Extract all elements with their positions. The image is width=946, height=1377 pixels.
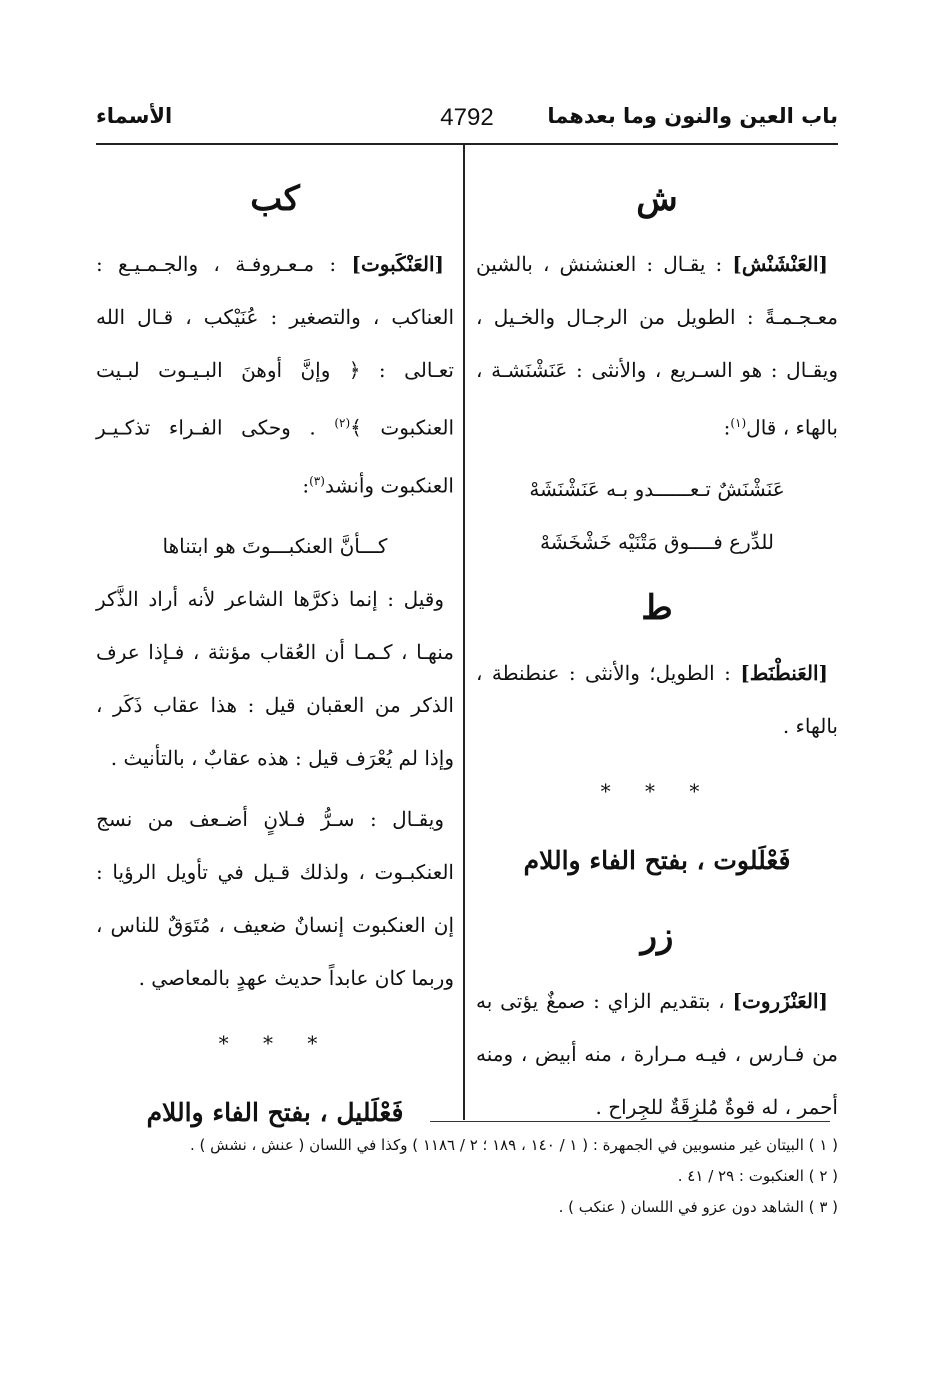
definition: : الطويل؛ والأنثى : عنطنطة ، بالهاء .: [476, 660, 838, 738]
root-heading-kb: كب: [250, 179, 300, 219]
paragraph-dhikr: وقيل : إنما ذكرَّها الشاعر لأنه أراد الذَّكر منهـا ، كـمـا أن العُقاب مؤنثة ، فـإذا عرف الذكر من العقبان قيل : هذا عقاب ذَكَر ، وإذا لم يُعْرَف قيل : هذه عقابٌ ، بالتأنيث .: [96, 587, 454, 771]
chapter-title: باب العين والنون وما بعدهما: [547, 104, 838, 128]
footnotes: [78, 1130, 838, 1223]
column-divider: [463, 145, 465, 1120]
entry-anzarut: [476, 975, 838, 1134]
paragraph-nasj: ويقـال : سـرُّ فـلانٍ أضـعف من نسج العنكبـوت ، ولذلك قـيل في تأويل الرؤيا : إن العنكبوت إنسانٌ ضعيف ، مُتَوَقٌ للناس ، وربما كان عابداً حديث عهدٍ بالمعاصي .: [96, 807, 454, 991]
lemma: [العَنطْنَط]: [740, 660, 829, 685]
definition: : مـعـروفـة ، والجـمـيـع : العناكب ، والتصغير : عُنَيْكب ، قـال الله تعـالى : ﴿ وإنَّ أوهنَ البـيـوت لبـيت العنكبوت ﴾: [96, 252, 455, 440]
header-rule: [96, 143, 838, 145]
verse-line-2: للدِّرع فــــوق مَتْنَيْه خَشْخَشَهْ: [540, 529, 774, 554]
entry-anshanash: [476, 238, 838, 455]
pattern-heading-faalil: فَعْلَليل ، بفتح الفاء واللام: [146, 1098, 404, 1128]
right-column: [476, 160, 838, 1142]
root-heading-t: ط: [641, 587, 673, 628]
footnote-ref: (٣): [309, 473, 325, 488]
footnote-ref: (١): [730, 416, 747, 430]
footnote-rule: [430, 1121, 830, 1122]
footnote-1: ( ١ ) البيتان غير منسوبين في الجمهرة : ( ١ / ١٤٠ ، ١٨٩ ؛ ٢ / ١١٨٦ ) وكذا في اللسان ( عنش ، نشش ) .: [189, 1136, 838, 1154]
lemma: [العَنْزَروت]: [732, 988, 828, 1013]
punctuation: :: [302, 473, 310, 498]
definition-continued: . وحكى الفـراء تذكـيـر العنكبوت وأنشد: [96, 415, 454, 498]
definition: ، بتقديم الزاي : صمغٌ يؤتى به من فـارس ، فيـه مـرارة ، منه أبيض ، ومنه أحمر ، له قوةٌ مُلزِقَةٌ للجِراح .: [476, 988, 838, 1119]
footnote-ref: (٢): [334, 416, 351, 430]
lemma: [العَنْكَبوت]: [351, 252, 444, 276]
verse-line: كـــأنَّ العنكبـــوتَ هو ابتناها: [162, 534, 388, 559]
left-column: [96, 160, 454, 1153]
lemma: [العَنْشَنْش]: [732, 252, 829, 276]
punctuation: :: [723, 415, 731, 440]
section-separator: * * *: [600, 778, 714, 803]
section-separator: * * *: [218, 1031, 332, 1056]
footnote-2: ( ٢ ) العنكبوت : ٢٩ / ٤١ .: [677, 1167, 838, 1185]
page-number: 4792: [440, 104, 494, 131]
definition: : يقـال : العنشنش ، بالشين معـجـمـةً : الطويل من الرجـال والخـيل ، ويقـال : هو السـريع ، والأنثى : عَنَشْنَشـة ، بالهاء ، قال: [476, 252, 838, 440]
root-heading-sh: ش: [636, 179, 678, 219]
footnote-3: ( ٣ ) الشاهد دون عزو في اللسان ( عنكب ) .: [558, 1198, 838, 1216]
running-header: [96, 100, 838, 140]
pattern-heading-falalut: فَعْلَلوت ، بفتح الفاء واللام: [523, 845, 791, 875]
entry-antanat: [476, 647, 838, 753]
entry-ankabut: [96, 238, 454, 512]
verse-line-1: عَنَشْنَشٌ تـعــــــدو بـه عَنَشْنَشَهْ: [529, 476, 785, 501]
root-heading-zr: زر: [640, 915, 674, 956]
section-title: الأسماء: [96, 104, 173, 128]
